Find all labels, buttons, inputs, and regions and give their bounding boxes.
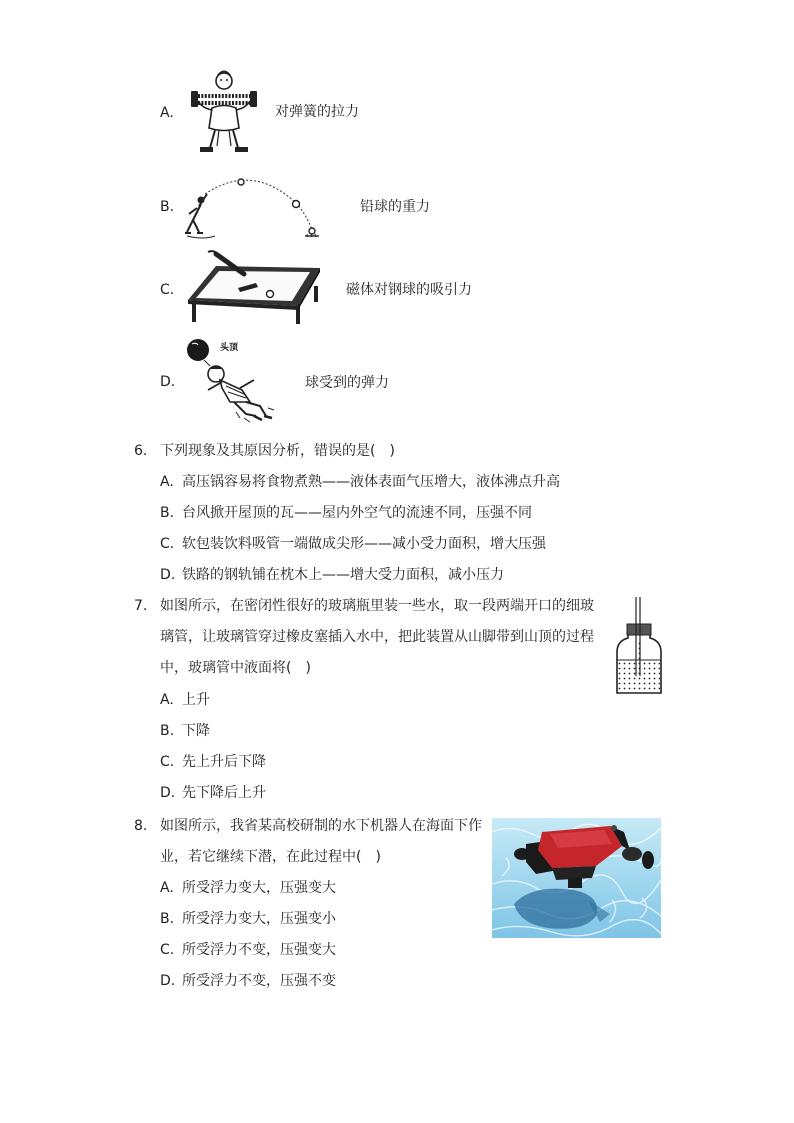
q5-option-c-text: 磁体对钢球的吸引力 <box>346 282 472 298</box>
q8-option-d-text: 所受浮力不变，压强不变 <box>182 973 336 989</box>
q5-option-d-text: 球受到的弹力 <box>305 375 389 391</box>
q7-stem-line-2: 璃管，让玻璃管穿过橡皮塞插入水中，把此装置从山脚带到山顶的过程 <box>160 629 594 645</box>
q8-option-c-label: C. <box>160 942 175 958</box>
q5-option-b-text: 铅球的重力 <box>360 199 430 215</box>
q7-option-c <box>160 752 266 772</box>
q8-option-b-label: B. <box>160 911 175 927</box>
q8-option-a-text: 所受浮力变大，压强变大 <box>182 880 336 896</box>
spring-stretching-figure <box>188 68 260 156</box>
q8-option-c <box>160 940 336 960</box>
q7-option-d <box>160 783 266 803</box>
q5-option-a-text: 对弹簧的拉力 <box>275 104 359 120</box>
q7-stem-line-1: 如图所示，在密闭性很好的玻璃瓶里装一些水，取一段两端开口的细玻 <box>160 598 594 614</box>
q7-option-b <box>160 721 210 741</box>
q7-option-b-label: B. <box>160 723 175 739</box>
glass-bottle-figure <box>612 596 666 696</box>
q8-option-b-text: 所受浮力变大，压强变小 <box>182 911 336 927</box>
q7-option-d-text: 先下降后上升 <box>182 785 266 801</box>
q5-option-c-label: C. <box>160 282 175 298</box>
q6-option-c <box>160 534 546 554</box>
q8-option-d-label: D. <box>160 973 176 989</box>
q6-option-b-text: 台风掀开屋顶的瓦——屋内外空气的流速不同，压强不同 <box>182 505 532 521</box>
shot-put-figure <box>183 176 321 240</box>
underwater-robot-photo <box>492 818 661 938</box>
q6-option-d <box>160 565 504 585</box>
q6-number: 6. <box>134 443 148 459</box>
heading-ball-figure <box>184 336 280 424</box>
q5-option-d-label: D. <box>160 374 176 390</box>
q6-option-a-label: A. <box>160 474 174 490</box>
magnet-table-figure <box>186 250 322 328</box>
q8-stem-line-2: 业，若它继续下潜，在此过程中( ) <box>160 849 381 865</box>
q7-number: 7. <box>134 598 148 614</box>
q7-option-c-text: 先上升后下降 <box>182 754 266 770</box>
q5-option-b-label: B. <box>160 199 175 215</box>
q6-option-c-text: 软包装饮料吸管一端做成尖形——减小受力面积，增大压强 <box>182 536 546 552</box>
q6-option-a-text: 高压锅容易将食物煮熟——液体表面气压增大，液体沸点升高 <box>182 474 560 490</box>
q7-stem-line-3: 中，玻璃管中液面将( ) <box>160 660 311 676</box>
q8-number: 8. <box>134 818 148 834</box>
q8-option-a-label: A. <box>160 880 174 896</box>
q7-option-a <box>160 690 210 710</box>
q6-option-b-label: B. <box>160 505 175 521</box>
q7-option-a-text: 上升 <box>182 692 210 708</box>
q5-option-a-label: A. <box>160 105 174 121</box>
q7-option-a-label: A. <box>160 692 174 708</box>
q6-option-d-label: D. <box>160 567 176 583</box>
q8-option-a <box>160 878 336 898</box>
q7-option-c-label: C. <box>160 754 175 770</box>
q6-option-a <box>160 472 560 492</box>
q6-option-c-label: C. <box>160 536 175 552</box>
q8-option-b <box>160 909 336 929</box>
q7-option-d-label: D. <box>160 785 176 801</box>
q8-option-d <box>160 971 336 991</box>
q6-option-b <box>160 503 532 523</box>
q8-option-c-text: 所受浮力不变，压强变大 <box>182 942 336 958</box>
q7-option-b-text: 下降 <box>182 723 210 739</box>
heading-caption: 头顶 <box>220 343 239 353</box>
q6-option-d-text: 铁路的钢轨铺在枕木上——增大受力面积，减小压力 <box>182 567 504 583</box>
q8-stem-line-1: 如图所示，我省某高校研制的水下机器人在海面下作 <box>160 818 482 834</box>
q6-stem: 下列现象及其原因分析，错误的是( ) <box>160 443 395 459</box>
